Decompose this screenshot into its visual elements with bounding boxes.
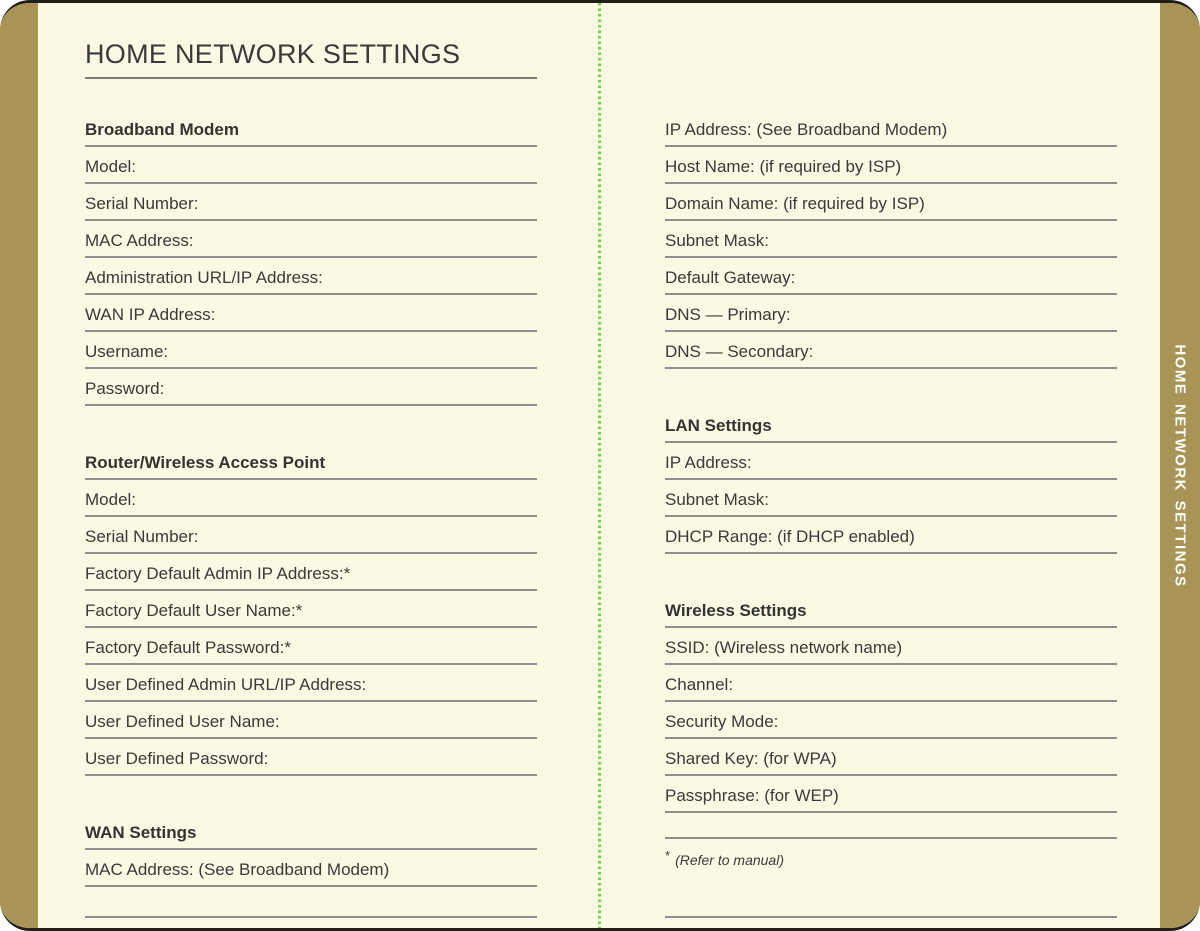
center-dotted-divider (598, 3, 601, 928)
field-label: Domain Name: (if required by ISP) (665, 194, 925, 213)
field-row-modem-wan-ip (85, 295, 537, 332)
field-label: Security Mode: (665, 712, 779, 731)
page-title: HOME NETWORK SETTINGS (85, 39, 537, 79)
field-label: DHCP Range: (if DHCP enabled) (665, 527, 915, 546)
field-row-wan-mac (85, 850, 537, 887)
field-label: User Defined Password: (85, 749, 269, 768)
side-tab-label: HOME NETWORK SETTINGS (1171, 343, 1189, 588)
field-row-lan-subnet (665, 480, 1117, 517)
field-label: Factory Default Password:* (85, 638, 291, 657)
field-row-router-model (85, 480, 537, 517)
field-row-channel (665, 665, 1117, 702)
blank-write-in-line (665, 813, 1117, 839)
section-gap (665, 369, 1117, 406)
field-label: WAN IP Address: (85, 305, 216, 324)
footnote-text: (Refer to manual) (675, 852, 784, 868)
field-label: IP Address: (665, 453, 752, 472)
section-gap (85, 776, 537, 813)
right-column (665, 110, 1117, 918)
field-row-modem-admin-url (85, 258, 537, 295)
left-column (85, 110, 537, 918)
field-row-modem-username (85, 332, 537, 369)
section-header-lan-settings (665, 406, 1117, 443)
left-spine-strip (0, 3, 38, 928)
field-row-router-default-password (85, 628, 537, 665)
section-header-label: LAN Settings (665, 416, 772, 435)
field-row-modem-mac (85, 221, 537, 258)
field-row-dns-secondary (665, 332, 1117, 369)
field-row-dns-primary (665, 295, 1117, 332)
section-header-broadband-modem (85, 110, 537, 147)
field-row-lan-ip (665, 443, 1117, 480)
section-gap (665, 554, 1117, 591)
field-label: Password: (85, 379, 165, 398)
field-label: User Defined User Name: (85, 712, 280, 731)
side-tab (1160, 3, 1200, 928)
field-row-shared-key (665, 739, 1117, 776)
blank-write-in-line (85, 887, 537, 918)
section-header-label: Wireless Settings (665, 601, 807, 620)
field-label: Passphrase: (for WEP) (665, 786, 839, 805)
field-row-host-name (665, 147, 1117, 184)
field-label: Subnet Mask: (665, 490, 769, 509)
section-header-label: WAN Settings (85, 823, 197, 842)
footnote (665, 839, 1117, 879)
field-label: Channel: (665, 675, 734, 694)
field-label: User Defined Admin URL/IP Address: (85, 675, 367, 694)
section-header-router (85, 443, 537, 480)
field-label: DNS — Primary: (665, 305, 791, 324)
field-label: Administration URL/IP Address: (85, 268, 323, 287)
field-row-modem-password (85, 369, 537, 406)
field-row-ssid (665, 628, 1117, 665)
field-row-domain-name (665, 184, 1117, 221)
field-label: MAC Address: (85, 231, 194, 250)
field-row-router-user-admin-url (85, 665, 537, 702)
field-label: Shared Key: (for WPA) (665, 749, 837, 768)
section-header-wan-settings (85, 813, 537, 850)
field-label: SSID: (Wireless network name) (665, 638, 903, 657)
field-row-passphrase (665, 776, 1117, 813)
field-label: DNS — Secondary: (665, 342, 814, 361)
field-label: Subnet Mask: (665, 231, 769, 250)
section-header-label: Router/Wireless Access Point (85, 453, 326, 472)
section-header-label: Broadband Modem (85, 120, 239, 139)
footnote-asterisk: * (665, 848, 671, 863)
field-row-wan-subnet-mask (665, 221, 1117, 258)
field-label: Factory Default Admin IP Address:* (85, 564, 351, 583)
field-row-wan-ip-address (665, 110, 1117, 147)
section-header-wireless-settings (665, 591, 1117, 628)
field-label: Serial Number: (85, 194, 199, 213)
field-row-modem-serial (85, 184, 537, 221)
field-row-router-user-password (85, 739, 537, 776)
field-label: Model: (85, 490, 137, 509)
field-row-modem-model (85, 147, 537, 184)
section-gap (85, 406, 537, 443)
field-label: Factory Default User Name:* (85, 601, 303, 620)
field-label: IP Address: (See Broadband Modem) (665, 120, 948, 139)
field-row-router-default-ip (85, 554, 537, 591)
blank-write-in-line (665, 879, 1117, 918)
field-label: Username: (85, 342, 169, 361)
field-row-router-default-user (85, 591, 537, 628)
field-row-router-serial (85, 517, 537, 554)
field-label: Host Name: (if required by ISP) (665, 157, 902, 176)
field-row-security-mode (665, 702, 1117, 739)
field-label: MAC Address: (See Broadband Modem) (85, 860, 390, 879)
field-row-dhcp-range (665, 517, 1117, 554)
field-label: Model: (85, 157, 137, 176)
field-row-default-gateway (665, 258, 1117, 295)
field-label: Default Gateway: (665, 268, 796, 287)
field-label: Serial Number: (85, 527, 199, 546)
field-row-router-user-name (85, 702, 537, 739)
